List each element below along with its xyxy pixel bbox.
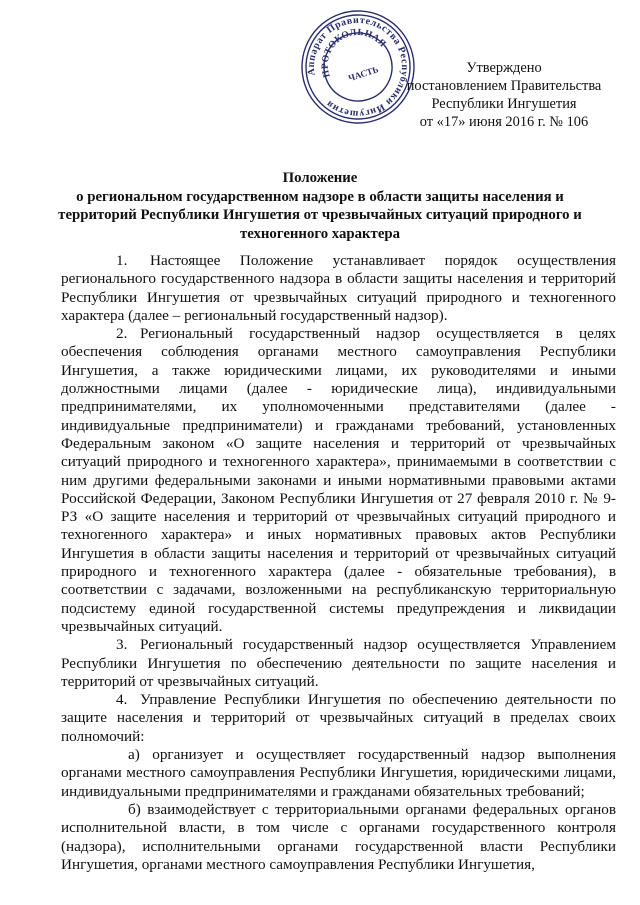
paragraph-4 <box>61 691 616 746</box>
title-line-1: Положение <box>282 170 358 186</box>
paragraph-text: Региональный государственный надзор осуществляется Управлением Республики Ингушетия по обеспечению деятельности по защите населения и территорий от чрезвычайных ситуаций. <box>61 636 616 690</box>
subitem-a: а) организует и осуществляет государственный надзор выполнения органами местного самоуправления Республики Ингушетия, юридическими лицами, индивидуальными предпринимателями и гражданами обязательных требований; <box>61 746 616 800</box>
paragraph-number: 3. <box>116 636 128 654</box>
paragraph-2 <box>61 325 616 636</box>
paragraph-number: 4. <box>116 691 128 709</box>
title-line-3: территорий Республики Ингушетия от чрезвычайных ситуаций природного и <box>58 207 582 223</box>
approval-line-approved: Утверждено <box>466 60 542 76</box>
paragraph-1 <box>61 252 616 325</box>
paragraph-number: 1. <box>116 252 128 269</box>
paragraph-3 <box>61 636 616 691</box>
svg-text:ЧАСТЬ: ЧАСТЬ <box>346 64 380 84</box>
document-title <box>48 169 592 243</box>
svg-text:ПРОТОКОЛЬНАЯ: ПРОТОКОЛЬНАЯ <box>320 27 388 79</box>
subitem-b: б) взаимодействует с территориальными органами федеральных органов исполнительной власти, в том числе с органами государственного контроля (надзора), исполнительными органами государственной власти Республики Ингушетия, органами местного самоуправления Республики Ингушетия, <box>61 800 616 873</box>
approval-block <box>398 59 610 131</box>
approval-line-republic: Республики Ингушетия <box>431 96 577 112</box>
document-body <box>61 252 616 874</box>
paragraph-text: Региональный государственный надзор осуществляется в целях обеспечения соблюдения органами местного самоуправления Республики Ингушетия, а также юридическими лицами, их руководителями и иными должностными лицами (далее - юридические лица), индивидуальными предпринимателями, их уполномоченными представителями (далее - индивидуальные предприниматели) и гражданами требований, установленных Федеральным законом «О защите населения и территорий от чрезвычайных ситуаций природного и техногенного характера», принимаемыми в соответствии с ним другими федеральными законами и иными нормативными правовыми актами Российской Федерации, Законом Республики Ингушетия от 27 февраля 2010 г. № 9-РЗ «О защите населения и территорий от чрезвычайных ситуаций природного и техногенного характера» и иных нормативных правовых актов Республики Ингушетия в области защиты населения и территорий от чрезвычайных ситуаций природного и техногенного характера (далее - обязательные требования), в соответствии с задачами, возложенными на республиканскую территориальную подсистему единой государственной системы предупреждения и ликвидации чрезвычайных ситуаций. <box>61 325 616 635</box>
paragraph-number: 2. <box>116 325 128 343</box>
svg-text:Аппарат Правительства Республи: Аппарат Правительства Республики Ингушетия <box>305 14 411 120</box>
approval-line-date: от «17» июня 2016 г. № 106 <box>419 114 589 130</box>
paragraph-text: Настоящее Положение устанавливает порядок осуществления регионального государственного надзора в области защиты населения и территорий Республики Ингушетия от чрезвычайных ситуаций природного и техногенного характера (далее – региональный государственный надзор). <box>61 252 616 324</box>
title-line-4: техногенного характера <box>239 225 401 242</box>
paragraph-text: Управление Республики Ингушетия по обеспечению деятельности по защите населения и территорий от чрезвычайных ситуаций в пределах своих полномочий: <box>61 691 616 745</box>
approval-line-resolution: постановлением Правительства <box>406 78 602 94</box>
title-line-2: о региональном государственном надзоре в области защиты населения и <box>76 188 564 205</box>
